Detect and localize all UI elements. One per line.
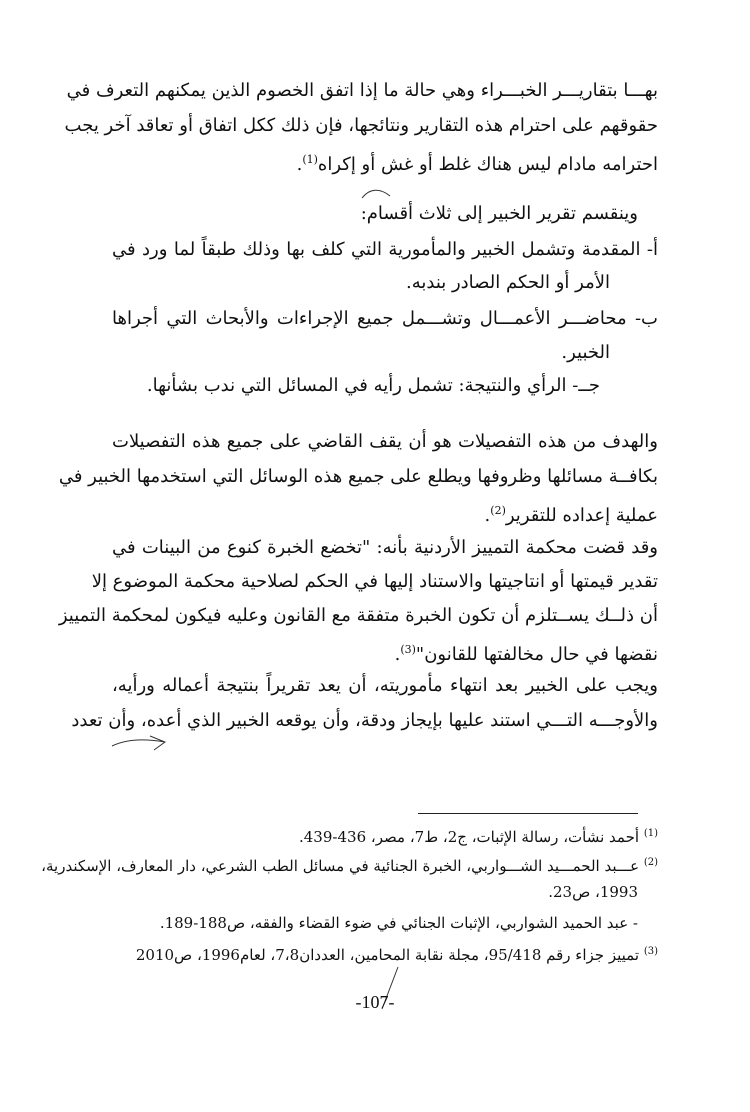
footnote-ref-1: (1) [302,153,318,166]
footnote-1 [112,823,658,848]
para1-line2: حقوقهم على احترام هذه التقارير ونتائجها، فإن ذلك ككل اتفاق أو تعاقد آخر يجب [64,115,658,136]
pen-mark-scribble [360,186,396,204]
pen-mark-arrow [110,732,170,754]
footnote-ref-2: (2) [490,504,506,517]
item-c: جــ- الرأي والنتيجة: تشمل رأيه في المسائل التي ندب بشأنها. [146,375,600,396]
para2-end: . [484,505,491,526]
footnote-2b: - عبد الحميد الشواربي، الإثبات الجنائي في ضوء القضاء والفقه، ص188-189. [159,914,638,932]
footnote-2-line1 [41,852,658,877]
footnote-2-line2: 1993، ص23. [548,883,638,901]
para3-line2: تقدير قيمتها أو انتاجيتها والاستناد إليها في الحكم لصلاحية محكمة الموضوع إلا [91,571,658,592]
item-a-line2: الأمر أو الحكم الصادر بندبه. [405,272,610,293]
para3-line3: أن ذلــك يســتلزم أن تكون الخبرة متفقة مع القانون وعليه فيكون لمحكمة التمييز [58,605,658,626]
footnote-3-marker: (3) [643,946,658,957]
para3-line4 [112,637,658,668]
para3-line4-text: نقضها في حال مخالفتها للقانون" [415,644,658,665]
para2-line3 [112,498,658,529]
para1-line3-text: احترامه مادام ليس هناك غلط أو غش أو إكراه [317,154,658,175]
item-a-line1: أ- المقدمة وتشمل الخبير والمأمورية التي كلف بها وذلك طبقاً لما ورد في [112,239,658,260]
page-number: -107- [355,992,395,1012]
footnote-2-text: عـــبد الحمـــيد الشـــواربي، الخبرة الجنائية في مسائل الطب الشرعي، دار المعارف، الإسكندرية، [41,857,640,875]
para2-line1: والهدف من هذه التفصيلات هو أن يقف القاضي على جميع هذه التفصيلات [112,431,658,452]
para3-line1: وقد قضت محكمة التمييز الأردنية بأنه: "تخضع الخبرة كنوع من البينات في [112,537,658,558]
footnote-2-marker: (2) [643,857,658,868]
footnote-3 [112,941,658,966]
para1-line1: بهـــا بتقاريـــر الخبـــراء وهي حالة ما إذا اتفق الخصوم الذين يمكنهم التعرف في [66,80,658,101]
para3-end: . [394,644,401,665]
para1-line3 [112,147,658,178]
para2-line3-text: عملية إعداده للتقرير [505,505,658,526]
para4-line1: ويجب على الخبير بعد انتهاء مأموريته، أن يعد تقريراً بنتيجة أعماله ورأيه، [112,675,658,696]
item-b-line1: ب- محاضـــر الأعمـــال وتشـــمل جميع الإجراءات والأبحاث التي أجراها [112,308,658,329]
para1-end: . [296,154,303,175]
footnote-divider [418,813,638,814]
item-b-line2: الخبير. [561,342,610,363]
para2-line2: بكافــة مسائلها وظروفها ويطلع على جميع هذه الوسائل التي استخدمها الخبير في [58,466,658,487]
footnote-3-text: تمييز جزاء رقم 95/418، مجلة نقابة المحامين، العددان7،8، لعام1996، ص2010 [135,946,640,964]
para4-line2: والأوجـــه التـــي استند عليها بإيجاز ودقة، وأن يوقعه الخبير الذي أعده، وأن تعدد [71,710,658,731]
footnote-1-marker: (1) [643,828,658,839]
footnote-1-text: أحمد نشأت، رسالة الإثبات، ج2، ط7، مصر، 436-439. [298,828,640,846]
sections-intro: وينقسم تقرير الخبير إلى ثلاث أقسام: [360,203,638,224]
footnote-ref-3: (3) [400,643,416,656]
